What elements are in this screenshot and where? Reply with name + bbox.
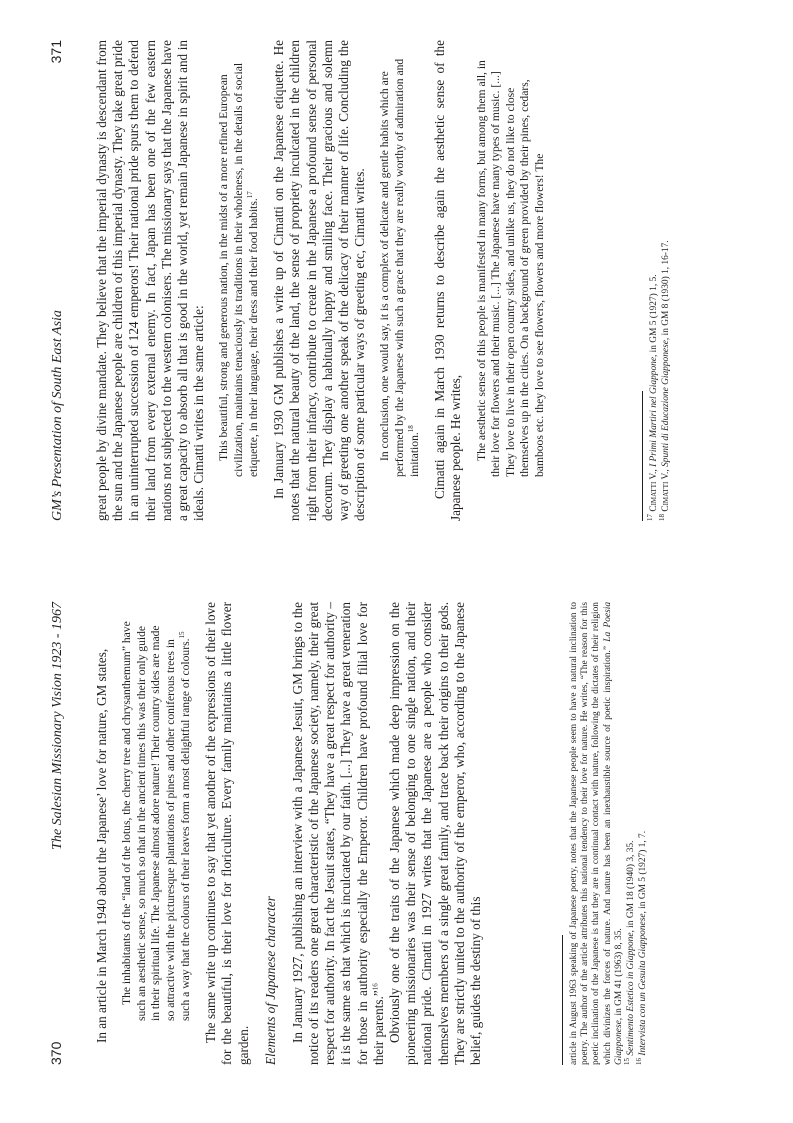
quote-text: The inhabitants of the “land of the lotus, the cherry tree and chrysanthemum” have such an aesthetic sense, so much so that in the ancient times this was their only guide in their spiritual life. The Japanese almost adore nature! Their country sides are made so attractive with the picturesque plantations of pines and other coniferous trees in such a way that the colours of their leaves form a most delightful range of colours. [120,621,192,1021]
footnote-number: 16 [635,1058,644,1065]
left-page [0,562,793,1123]
right-page [0,0,793,561]
footnotes [642,40,673,521]
paragraph: In January 1930 GM publishes a write up of Cimatti on the Japanese etiquette. He notes that the natural beauty of the land, the sense of propriety inculcated in the children right from their infancy, contribute to create in the Japanese a profound sense of personal decorum. They display a habitually happy and smiling face. Their gracious and solemn way of greeting one another speak of the delicacy of their manner of life. Concluding the description of some particular ways of greeting etc, Cimatti writes. [271,40,368,521]
footnote-initial: V., [649,466,659,482]
footnote-title: Sentimento Estetico in Giappone [626,932,637,1056]
footnote-17 [645,40,660,521]
page-number: 370 [48,1041,64,1065]
footnote-citation: , in GM 18 (1940) 3, 35. [626,840,637,933]
running-title: GM’s Presentation of South East Asia [50,310,65,521]
paragraph-text: In January 1927, publishing an interview with a Japanese Jesuit, GM brings to the notice of its readers one great characteristic of the Japanese society, namely, their great respect for authority. In fact the Jesuit states, “They have a great respect for authority – it is the same as that which is inculcated by our faith. [...] They have a great veneration for those in authority especially the Emperor. Children have profound filial love for their parents.” [289,602,386,1065]
footnote-citation: , in GM 5 (1927) 1, 5. [649,274,659,358]
footnote-ref: 16 [371,983,380,991]
section-heading: Elements of Japanese character [262,896,278,1065]
footnote-citation: , in GM 8 (1930) 1, 16-17. [661,240,672,341]
block-quote [120,620,193,1021]
footnote-16 [635,602,649,1065]
running-title: The Salesian Missionary Vision 1923 - 1967 [50,602,65,850]
paragraph: Cimatti again in March 1930 returns to describe again the aesthetic sense of the Japanese people. He writes, [432,40,464,521]
page-number: 371 [48,40,64,64]
footnote-number: 15 [622,1058,631,1065]
footnote-ref: 15 [177,631,186,639]
footnote-number: 18 [658,514,667,521]
quote-text: This beautiful, strong and generous nation, in the midst of a more refined European civilization, maintains tenaciously its traditions in their wholeness, in the details of social etiquette, in their language, their dress and their food habits. [217,62,260,477]
footnote-title: La Poesia Giapponese [602,601,624,1065]
footnote-citation: , in GM 5 (1927) 1, 7. [638,830,649,914]
footnote-title: Spunti di Educazione Giapponese [661,340,672,467]
paragraph: great people by divine mandate. They believe that the imperial dynasty is descendant from the sun and the Japanese people are children of this imperial dynasty. They take great pride in an uninterrupted succession of 124 emperors! Their national pride spurs them to defend their land from every external enemy. In fact, Japan has been one of the few eastern nations not subjected to the western colonisers. The missionary says that the Japanese have a great capacity to absorb all that is good in the world, yet remain Japanese in spirit and in ideals. Cimatti writes in the same article: [94,40,207,521]
left-running-head [48,602,70,1065]
paragraph: Obviously one of the traits of the Japanese which made deep impression on the pioneering missionaries was their sense of belonging to one single nation, and their national pride. Cimatti in 1927 writes that the Japanese are a people who consider themselves members of a single great family, and trace back their origins to their gods. They are strictly united to the authority of the emperor, who, according to the Japanese belief, guides the destiny of this [387,602,484,1065]
paragraph: The same write up continues to say that yet another of the expressions of their love for the beautiful, is their love for floriculture. Every family maintains a little flower garden. [203,602,251,1065]
footnote-initial: V., [661,466,672,482]
paragraph [290,602,387,1065]
footnote-citation: , in GM 41 (1963) 8, 35. [613,928,624,1021]
block-quote [378,58,422,477]
footnote-title: I Primi Martiri nel Giappone [649,357,659,467]
quote-text: In conclusion, one would say, it is a complex of delicate and gentle habits which are performed by the Japanese with such a grace that they are really worthy of admiration and imitation. [378,58,421,477]
footnote-continued [569,602,625,1065]
footnote-number: 17 [645,514,654,521]
footnote-title: Intervista con un Gesuita Giapponese [638,913,649,1056]
footnote-18 [658,40,672,521]
footnote-rule [642,391,643,521]
footnote-author: Cimatti [649,481,659,512]
footnote-ref: 17 [245,191,254,199]
footnote-author: Cimatti [661,481,672,512]
footnote-15 [622,602,637,1065]
footnote-ref: 18 [406,425,415,433]
block-quote [217,58,261,477]
footnotes [562,602,650,1065]
footnote-text: article in August 1963 speaking of Japanese poetry, notes that the Japanese people seem to have a natural inclination to poetry. The author of the article attributes this national tendency to their love for nature. He writes, “The reason for this poetic inclination of the Japanese is that they are in continual contact with nature, following the dictates of their religion which divinizes the forces of nature. And nature has been an inexhaustible source of poetic inspiration.” [569,602,613,1065]
block-quote: The aesthetic sense of this people is manifested in many forms, but among them all, in their love for flowers and their music. [...] The Japanese have many types of music. [...] They love to live in their open country sides, and unlike us, they do not like to close themselves up in the cities. On a background of green provided by their pines, cedars, bamboos etc. they love to see flowers, flowers and more flowers! The [474,60,546,477]
right-running-head [48,40,70,521]
footnote-rule [562,935,563,1065]
paragraph: In an article in March 1940 about the Japanese’ love for nature, GM states, [94,648,109,1043]
